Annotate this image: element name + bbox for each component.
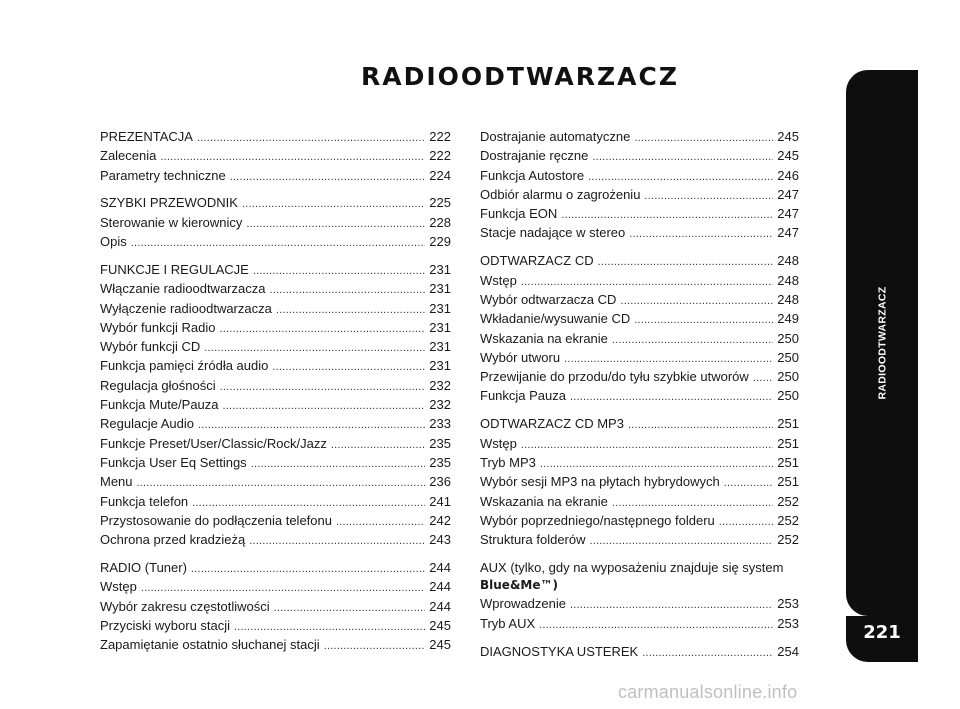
- toc-entry-leader: [724, 473, 773, 492]
- toc-entry[interactable]: [100, 636, 451, 655]
- toc-entry-leader: [629, 224, 773, 243]
- toc-entry[interactable]: [100, 261, 451, 280]
- toc-entry-page: 252: [777, 532, 799, 548]
- toc-entry-page: 232: [429, 377, 451, 393]
- toc-entry-leader: [274, 598, 425, 617]
- toc-right-column: [480, 128, 799, 662]
- toc-entry-label: Wybór zakresu częstotliwości: [100, 598, 270, 614]
- toc-entry-page: 251: [777, 454, 799, 470]
- toc-entry[interactable]: [100, 617, 451, 636]
- toc-entry[interactable]: [100, 512, 451, 531]
- toc-entry-label: Dostrajanie ręczne: [480, 148, 589, 164]
- toc-entry-leader: [192, 493, 425, 512]
- toc-entry-page: 235: [429, 454, 451, 470]
- toc-entry[interactable]: [480, 349, 799, 368]
- toc-entry-leader: [628, 415, 773, 434]
- toc-entry-page: 250: [777, 349, 799, 365]
- toc-entry[interactable]: [480, 615, 799, 634]
- aux-heading: [480, 559, 799, 593]
- toc-entry-label: Wkładanie/wysuwanie CD: [480, 311, 631, 327]
- toc-entry-leader: [634, 310, 773, 329]
- toc-entry-leader: [246, 214, 425, 233]
- toc-entry[interactable]: [100, 377, 451, 396]
- toc-entry-page: 231: [429, 261, 451, 277]
- toc-left-column: [100, 128, 451, 656]
- toc-entry-page: 253: [777, 596, 799, 612]
- toc-entry-label: Wyłączenie radioodtwarzacza: [100, 300, 272, 316]
- toc-entry-page: 243: [429, 532, 451, 548]
- toc-entry-label: SZYBKI PRZEWODNIK: [100, 195, 238, 211]
- toc-entry-leader: [160, 147, 425, 166]
- toc-entry[interactable]: [480, 454, 799, 473]
- toc-entry-label: Wskazania na ekranie: [480, 493, 608, 509]
- toc-entry-page: 250: [777, 330, 799, 346]
- toc-entry-label: Wybór funkcji Radio: [100, 319, 216, 335]
- toc-entry-leader: [204, 338, 425, 357]
- toc-entry-label: ODTWARZACZ CD: [480, 253, 594, 269]
- toc-entry[interactable]: [480, 493, 799, 512]
- toc-entry-page: 252: [777, 512, 799, 528]
- toc-entry-page: 251: [777, 435, 799, 451]
- toc-entry-label: Zalecenia: [100, 148, 157, 164]
- toc-entry-leader: [220, 377, 425, 396]
- toc-entry-leader: [644, 186, 773, 205]
- toc-entry-leader: [253, 261, 425, 280]
- toc-entry-label: DIAGNOSTYKA USTEREK: [480, 643, 639, 659]
- toc-entry-leader: [234, 617, 425, 636]
- toc-entry[interactable]: [100, 559, 451, 578]
- toc-entry-page: 245: [429, 637, 451, 653]
- toc-entry-leader: [269, 280, 425, 299]
- watermark-text: carmanualsonline.info: [618, 682, 798, 702]
- toc-entry-label: Wstęp: [480, 435, 517, 451]
- toc-entry-leader: [191, 559, 425, 578]
- toc-entry[interactable]: [100, 454, 451, 473]
- toc-entry-page: 229: [429, 234, 451, 250]
- toc-entry-page: 252: [777, 493, 799, 509]
- toc-entry[interactable]: [100, 578, 451, 597]
- toc-entry-leader: [198, 415, 425, 434]
- toc-entry-leader: [521, 435, 773, 454]
- toc-entry[interactable]: [480, 167, 799, 186]
- toc-entry[interactable]: [100, 300, 451, 319]
- toc-entry-leader: [276, 300, 425, 319]
- toc-entry[interactable]: [100, 194, 451, 213]
- toc-entry-leader: [137, 473, 425, 492]
- toc-entry-leader: [223, 396, 425, 415]
- toc-entry-label: Przyciski wyboru stacji: [100, 617, 231, 633]
- toc-entry-leader: [612, 493, 773, 512]
- toc-entry-leader: [141, 578, 425, 597]
- toc-entry-label: Włączanie radioodtwarzacza: [100, 281, 266, 297]
- chapter-side-tab-label: RADIOODTWARZACZ: [876, 286, 888, 400]
- toc-entry-leader: [719, 512, 773, 531]
- toc-entry-page: 248: [777, 253, 799, 269]
- toc-entry[interactable]: [100, 128, 451, 147]
- toc-entry-page: 231: [429, 300, 451, 316]
- toc-entry-page: 247: [777, 206, 799, 222]
- toc-entry-page: 233: [429, 416, 451, 432]
- toc-entry-label: Przystosowanie do podłączenia telefonu: [100, 512, 332, 528]
- toc-entry-leader: [521, 272, 773, 291]
- toc-entry[interactable]: [100, 531, 451, 550]
- toc-entry-leader: [242, 194, 425, 213]
- toc-entry-leader: [230, 167, 425, 186]
- toc-entry-page: 235: [429, 435, 451, 451]
- toc-entry-page: 231: [429, 358, 451, 374]
- toc-entry-label: Funkcja Mute/Pauza: [100, 397, 219, 413]
- toc-entry[interactable]: [480, 643, 799, 662]
- toc-entry-leader: [590, 531, 774, 550]
- toc-entry[interactable]: [480, 473, 799, 492]
- toc-entry-page: 231: [429, 281, 451, 297]
- toc-entry-label: ODTWARZACZ CD MP3: [480, 416, 624, 432]
- toc-entry[interactable]: [100, 280, 451, 299]
- toc-entry[interactable]: [100, 338, 451, 357]
- toc-entry[interactable]: [480, 147, 799, 166]
- toc-entry-leader: [272, 357, 425, 376]
- toc-entry-page: 251: [777, 416, 799, 432]
- toc-entry[interactable]: [100, 435, 451, 454]
- aux-heading-line1: AUX (tylko, gdy na wyposażeniu znajduje się system: [480, 560, 784, 576]
- toc-entry-page: 250: [777, 369, 799, 385]
- toc-entry[interactable]: [480, 595, 799, 614]
- toc-entry-page: 247: [777, 225, 799, 241]
- toc-entry-page: 222: [429, 148, 451, 164]
- toc-entry-leader: [249, 531, 425, 550]
- toc-entry-label: Funkcje Preset/User/Classic/Rock/Jazz: [100, 435, 327, 451]
- toc-entry[interactable]: [100, 214, 451, 233]
- toc-entry-label: Funkcja EON: [480, 206, 558, 222]
- page-title: RADIOODTWARZACZ: [361, 62, 679, 91]
- toc-entry-page: 224: [429, 167, 451, 183]
- toc-entry-leader: [612, 330, 773, 349]
- toc-entry-page: 251: [777, 474, 799, 490]
- toc-entry-page: 245: [777, 129, 799, 144]
- toc-entry-page: 244: [429, 560, 451, 576]
- toc-entry-page: 225: [429, 195, 451, 211]
- toc-entry-label: Zapamiętanie ostatnio słuchanej stacji: [100, 637, 320, 653]
- toc-entry-page: 248: [777, 272, 799, 288]
- toc-entry-leader: [324, 636, 425, 655]
- toc-entry-label: Wstęp: [100, 579, 137, 595]
- toc-entry[interactable]: [480, 291, 799, 310]
- toc-entry-label: Wybór funkcji CD: [100, 339, 201, 355]
- toc-entry-page: 248: [777, 291, 799, 307]
- toc-entry-leader: [219, 319, 425, 338]
- toc-entry-label: Wybór sesji MP3 na płytach hybrydowych: [480, 474, 720, 490]
- toc-entry-label: Parametry techniczne: [100, 167, 226, 183]
- toc-entry[interactable]: [100, 167, 451, 186]
- toc-entry-page: 231: [429, 339, 451, 355]
- toc-entry[interactable]: [100, 415, 451, 434]
- toc-entry-page: 222: [429, 129, 451, 144]
- toc-entry-label: Tryb AUX: [480, 615, 536, 631]
- toc-entry-leader: [592, 147, 773, 166]
- toc-entry[interactable]: [480, 205, 799, 224]
- toc-entry-leader: [540, 454, 773, 473]
- toc-entry-page: 250: [777, 388, 799, 404]
- toc-entry[interactable]: [100, 473, 451, 492]
- toc-entry-label: Menu: [100, 474, 133, 490]
- toc-entry-label: RADIO (Tuner): [100, 560, 187, 576]
- toc-entry-page: 246: [777, 167, 799, 183]
- toc-entry-label: Dostrajanie automatyczne: [480, 129, 631, 144]
- toc-entry-label: Opis: [100, 234, 127, 250]
- aux-heading-bold: Blue&Me™: [480, 578, 553, 593]
- toc-entry-leader: [564, 349, 773, 368]
- toc-entry-label: Stacje nadające w stereo: [480, 225, 626, 241]
- toc-entry-label: Sterowanie w kierownicy: [100, 214, 243, 230]
- toc-entry-label: Wskazania na ekranie: [480, 330, 608, 346]
- toc-entry-label: Przewijanie do przodu/do tyłu szybkie utworów: [480, 369, 749, 385]
- toc-entry[interactable]: [480, 368, 799, 387]
- toc-entry-page: 244: [429, 598, 451, 614]
- toc-entry-leader: [331, 435, 425, 454]
- toc-entry[interactable]: [480, 272, 799, 291]
- toc-entry-page: 231: [429, 319, 451, 335]
- toc-entry-leader: [561, 205, 773, 224]
- toc-entry-leader: [336, 512, 425, 531]
- toc-entry[interactable]: [100, 493, 451, 512]
- toc-entry[interactable]: [480, 224, 799, 243]
- toc-entry-label: Funkcja Autostore: [480, 167, 585, 183]
- toc-entry-label: FUNKCJE I REGULACJE: [100, 261, 249, 277]
- toc-entry-label: Funkcja telefon: [100, 493, 189, 509]
- toc-entry[interactable]: [100, 357, 451, 376]
- toc-entry[interactable]: [480, 435, 799, 454]
- toc-entry-page: 241: [429, 493, 451, 509]
- toc-entry-page: 247: [777, 186, 799, 202]
- chapter-side-tab: [846, 70, 918, 616]
- toc-entry[interactable]: [100, 598, 451, 617]
- toc-entry-leader: [570, 387, 773, 406]
- toc-entry-label: Regulacja głośności: [100, 377, 216, 393]
- toc-entry-page: 228: [429, 214, 451, 230]
- toc-entry[interactable]: [480, 128, 799, 147]
- toc-entry-label: Wybór utworu: [480, 349, 561, 365]
- toc-entry[interactable]: [480, 310, 799, 329]
- toc-entry-label: PREZENTACJA: [100, 129, 193, 144]
- toc-entry-label: Funkcja User Eq Settings: [100, 454, 247, 470]
- toc-entry-leader: [642, 643, 773, 662]
- toc-entry-label: Wybór poprzedniego/następnego folderu: [480, 512, 715, 528]
- aux-heading-rest: ): [552, 578, 558, 593]
- toc-entry[interactable]: [100, 319, 451, 338]
- toc-entry-label: Funkcja pamięci źródła audio: [100, 358, 269, 374]
- toc-entry-page: 242: [429, 512, 451, 528]
- toc-entry[interactable]: [100, 147, 451, 166]
- toc-entry-leader: [620, 291, 773, 310]
- toc-entry-page: 253: [777, 615, 799, 631]
- toc-entry-page: 254: [777, 643, 799, 659]
- toc-entry-label: Struktura folderów: [480, 532, 586, 548]
- toc-entry[interactable]: [480, 186, 799, 205]
- aux-heading-line2: [480, 577, 799, 593]
- toc-entry[interactable]: [480, 330, 799, 349]
- toc-entry-leader: [598, 252, 773, 271]
- toc-entry-page: 249: [777, 311, 799, 327]
- toc-entry-leader: [634, 128, 773, 147]
- page-number: 221: [863, 622, 901, 643]
- toc-entry[interactable]: [480, 252, 799, 271]
- toc-entry-label: Funkcja Pauza: [480, 388, 566, 404]
- toc-entry[interactable]: [480, 415, 799, 434]
- toc-entry-leader: [131, 233, 425, 252]
- toc-entry-label: Odbiór alarmu o zagrożeniu: [480, 186, 641, 202]
- toc-entry-page: 245: [777, 148, 799, 164]
- toc-entry[interactable]: [100, 233, 451, 252]
- toc-entry-label: Tryb MP3: [480, 454, 536, 470]
- toc-entry-leader: [588, 167, 773, 186]
- toc-entry-label: Ochrona przed kradzieżą: [100, 532, 246, 548]
- toc-entry-label: Regulacje Audio: [100, 416, 194, 432]
- toc-entry[interactable]: [480, 531, 799, 550]
- toc-entry-label: Wstęp: [480, 272, 517, 288]
- toc-entry-leader: [251, 454, 425, 473]
- toc-entry-page: 236: [429, 474, 451, 490]
- toc-entry-leader: [753, 368, 773, 387]
- toc-entry[interactable]: [480, 512, 799, 531]
- toc-entry-leader: [539, 615, 773, 634]
- toc-entry-label: Wybór odtwarzacza CD: [480, 291, 617, 307]
- toc-entry-leader: [570, 595, 773, 614]
- toc-entry[interactable]: [480, 387, 799, 406]
- toc-entry-label: Wprowadzenie: [480, 596, 566, 612]
- toc-entry-page: 244: [429, 579, 451, 595]
- toc-entry[interactable]: [100, 396, 451, 415]
- toc-entry-leader: [197, 128, 425, 147]
- toc-entry-page: 232: [429, 397, 451, 413]
- toc-entry-page: 245: [429, 617, 451, 633]
